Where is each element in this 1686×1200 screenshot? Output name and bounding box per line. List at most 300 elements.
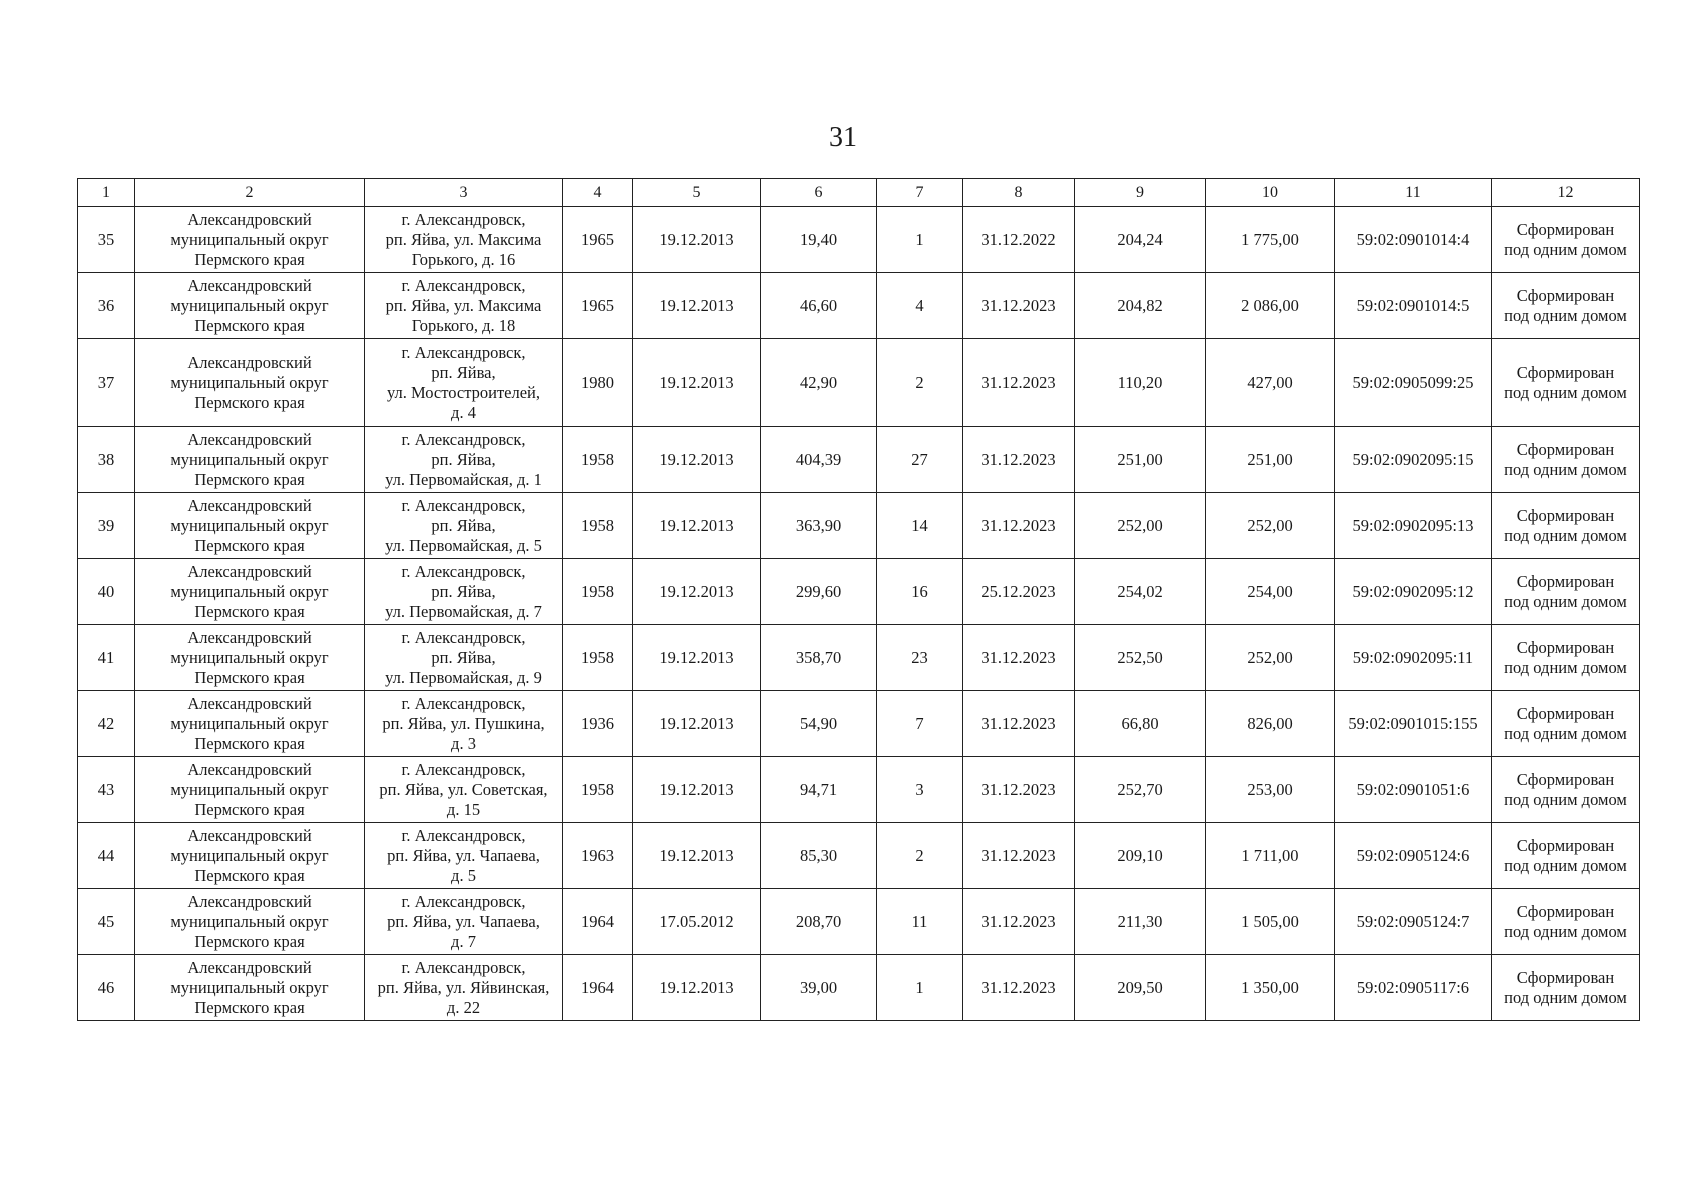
cell-num <box>78 559 135 625</box>
cell-cadastral <box>1335 493 1492 559</box>
cell-date2 <box>963 625 1075 691</box>
cell-status <box>1492 823 1640 889</box>
cell-area <box>761 757 877 823</box>
cell-owner <box>135 757 365 823</box>
cell-text: 43 <box>97 779 115 799</box>
cell-text: 19.12.2013 <box>659 515 734 535</box>
cell-cadastral <box>1335 427 1492 493</box>
cell-text: 1 505,00 <box>1241 911 1299 931</box>
cell-text: 7 <box>915 713 924 733</box>
cell-text: 1 <box>915 977 924 997</box>
cell-text: 46,60 <box>799 295 838 315</box>
cell-value1 <box>1075 823 1206 889</box>
cell-status <box>1492 889 1640 955</box>
cell-text: 25.12.2023 <box>981 581 1056 601</box>
cell-text: 2 <box>915 372 924 392</box>
cell-text: г. Александровск, рп. Яйва, ул. Советская, д. 15 <box>379 759 548 819</box>
cell-text: 2 <box>915 845 924 865</box>
cell-owner <box>135 559 365 625</box>
cell-text: Александровский муниципальный округ Пермского края <box>170 891 329 951</box>
cell-date <box>633 955 761 1021</box>
cell-value2 <box>1206 559 1335 625</box>
cell-text: 39 <box>97 515 115 535</box>
cell-address <box>365 427 563 493</box>
cell-area <box>761 955 877 1021</box>
cell-text: Сформирован под одним домом <box>1504 505 1627 545</box>
table-row <box>78 889 1640 955</box>
cell-date2 <box>963 493 1075 559</box>
cell-text: г. Александровск, рп. Яйва, ул. Чапаева, д. 5 <box>387 825 540 885</box>
cell-year <box>563 823 633 889</box>
cell-area <box>761 559 877 625</box>
cell-text: 19.12.2013 <box>659 581 734 601</box>
cell-year <box>563 955 633 1021</box>
header-cell-12: 12 <box>1492 179 1640 207</box>
cell-address <box>365 889 563 955</box>
cell-count <box>877 823 963 889</box>
cell-text: 59:02:0902095:15 <box>1352 449 1474 469</box>
cell-cadastral <box>1335 207 1492 273</box>
cell-text: 363,90 <box>795 515 842 535</box>
cell-text: Сформирован под одним домом <box>1504 285 1627 325</box>
cell-date2 <box>963 757 1075 823</box>
cell-value2 <box>1206 757 1335 823</box>
cell-text: 1965 <box>581 295 614 315</box>
cell-cadastral <box>1335 625 1492 691</box>
cell-text: 252,70 <box>1117 779 1163 799</box>
cell-text: 19.12.2013 <box>659 372 734 392</box>
cell-num <box>78 625 135 691</box>
cell-text: 1 350,00 <box>1241 977 1299 997</box>
cell-text: 254,02 <box>1117 581 1163 601</box>
cell-year <box>563 493 633 559</box>
cell-value2 <box>1206 625 1335 691</box>
cell-count <box>877 427 963 493</box>
cell-text: Александровский муниципальный округ Пермского края <box>170 561 329 621</box>
cell-count <box>877 757 963 823</box>
header-cell-1: 1 <box>78 179 135 207</box>
cell-num <box>78 691 135 757</box>
cell-text: 252,00 <box>1247 515 1293 535</box>
cell-area <box>761 339 877 427</box>
cell-year <box>563 273 633 339</box>
cell-text: 1963 <box>581 845 614 865</box>
cell-area <box>761 625 877 691</box>
cell-text: г. Александровск, рп. Яйва, ул. Первомайская, д. 1 <box>385 429 542 489</box>
cell-address <box>365 559 563 625</box>
cell-text: 27 <box>911 449 928 469</box>
cell-value2 <box>1206 493 1335 559</box>
cell-text: 252,00 <box>1117 515 1163 535</box>
cell-value1 <box>1075 889 1206 955</box>
cell-status <box>1492 757 1640 823</box>
cell-text: 1980 <box>581 372 614 392</box>
cell-owner <box>135 273 365 339</box>
cell-owner <box>135 207 365 273</box>
cell-count <box>877 889 963 955</box>
cell-cadastral <box>1335 691 1492 757</box>
cell-status <box>1492 207 1640 273</box>
cell-cadastral <box>1335 955 1492 1021</box>
cell-value1 <box>1075 339 1206 427</box>
cell-date <box>633 559 761 625</box>
cell-text: 59:02:0901051:6 <box>1356 779 1470 799</box>
cell-text: 59:02:0905117:6 <box>1356 977 1470 997</box>
cell-text: 19.12.2013 <box>659 713 734 733</box>
cell-text: 204,82 <box>1117 295 1163 315</box>
cell-text: 41 <box>97 647 115 667</box>
cell-cadastral <box>1335 889 1492 955</box>
cell-address <box>365 339 563 427</box>
cell-area <box>761 493 877 559</box>
cell-num <box>78 889 135 955</box>
cell-text: 45 <box>97 911 115 931</box>
cell-text: Сформирован под одним домом <box>1504 769 1627 809</box>
cell-status <box>1492 339 1640 427</box>
cell-num <box>78 955 135 1021</box>
header-row <box>78 179 1640 207</box>
header-cell-8: 8 <box>963 179 1075 207</box>
cell-num <box>78 427 135 493</box>
cell-area <box>761 889 877 955</box>
cell-text: 208,70 <box>795 911 842 931</box>
cell-address <box>365 955 563 1021</box>
cell-owner <box>135 691 365 757</box>
cell-text: 59:02:0901014:5 <box>1356 295 1470 315</box>
cell-text: г. Александровск, рп. Яйва, ул. Максима Горького, д. 18 <box>385 275 542 335</box>
cell-date <box>633 493 761 559</box>
cell-cadastral <box>1335 339 1492 427</box>
cell-text: Александровский муниципальный округ Пермского края <box>170 209 329 269</box>
cell-text: Александровский муниципальный округ Пермского края <box>170 759 329 819</box>
cell-text: Сформирован под одним домом <box>1504 901 1627 941</box>
cell-year <box>563 559 633 625</box>
cell-text: Александровский муниципальный округ Пермского края <box>170 352 329 412</box>
cell-cadastral <box>1335 559 1492 625</box>
cell-year <box>563 207 633 273</box>
cell-text: г. Александровск, рп. Яйва, ул. Первомайская, д. 9 <box>385 627 542 687</box>
cell-text: 31.12.2023 <box>981 449 1056 469</box>
cell-count <box>877 273 963 339</box>
cell-value2 <box>1206 207 1335 273</box>
cell-owner <box>135 823 365 889</box>
cell-text: 35 <box>97 229 115 249</box>
cell-text: 19.12.2013 <box>659 229 734 249</box>
cell-text: 31.12.2023 <box>981 845 1056 865</box>
cell-text: Сформирован под одним домом <box>1504 439 1627 479</box>
cell-text: 1936 <box>581 713 614 733</box>
cell-text: 14 <box>911 515 928 535</box>
table-row <box>78 559 1640 625</box>
cell-text: 31.12.2023 <box>981 372 1056 392</box>
cell-count <box>877 207 963 273</box>
cell-text: Александровский муниципальный округ Пермского края <box>170 275 329 335</box>
cell-text: 2 086,00 <box>1241 295 1299 315</box>
cell-owner <box>135 493 365 559</box>
cell-text: 37 <box>97 372 115 392</box>
cell-count <box>877 955 963 1021</box>
cell-text: Сформирован под одним домом <box>1504 362 1627 402</box>
cell-text: 209,10 <box>1117 845 1163 865</box>
cell-owner <box>135 889 365 955</box>
cell-cadastral <box>1335 823 1492 889</box>
cell-cadastral <box>1335 757 1492 823</box>
header-cell-4: 4 <box>563 179 633 207</box>
table-row <box>78 757 1640 823</box>
table-row <box>78 625 1640 691</box>
table-row <box>78 273 1640 339</box>
cell-date <box>633 691 761 757</box>
cell-text: 1958 <box>581 779 614 799</box>
cell-text: 19,40 <box>799 229 838 249</box>
cell-text: 59:02:0902095:13 <box>1352 515 1474 535</box>
header-cell-7: 7 <box>877 179 963 207</box>
cell-text: г. Александровск, рп. Яйва, ул. Мостостроителей, д. 4 <box>386 342 541 422</box>
cell-text: 251,00 <box>1247 449 1293 469</box>
cell-text: Сформирован под одним домом <box>1504 637 1627 677</box>
cell-address <box>365 625 563 691</box>
cell-value2 <box>1206 889 1335 955</box>
cell-value1 <box>1075 493 1206 559</box>
cell-text: 1958 <box>581 647 614 667</box>
cell-owner <box>135 427 365 493</box>
cell-count <box>877 625 963 691</box>
cell-text: 59:02:0901015:155 <box>1348 713 1478 733</box>
cell-value1 <box>1075 207 1206 273</box>
cell-text: 39,00 <box>799 977 838 997</box>
cell-year <box>563 339 633 427</box>
cell-text: 44 <box>97 845 115 865</box>
cell-num <box>78 757 135 823</box>
cell-date <box>633 339 761 427</box>
cell-owner <box>135 625 365 691</box>
cell-num <box>78 339 135 427</box>
cell-text: 253,00 <box>1247 779 1293 799</box>
cell-text: 46 <box>97 977 115 997</box>
cell-text: 252,50 <box>1117 647 1163 667</box>
cell-text: г. Александровск, рп. Яйва, ул. Первомайская, д. 7 <box>385 561 542 621</box>
cell-year <box>563 625 633 691</box>
cell-text: Александровский муниципальный округ Пермского края <box>170 825 329 885</box>
cell-text: г. Александровск, рп. Яйва, ул. Первомайская, д. 5 <box>385 495 542 555</box>
cell-text: 1 711,00 <box>1241 845 1299 865</box>
cell-text: 427,00 <box>1247 372 1293 392</box>
cell-text: Александровский муниципальный округ Пермского края <box>170 693 329 753</box>
cell-text: 254,00 <box>1247 581 1293 601</box>
cell-text: 23 <box>911 647 928 667</box>
cell-value2 <box>1206 691 1335 757</box>
cell-text: 31.12.2023 <box>981 295 1056 315</box>
cell-date2 <box>963 889 1075 955</box>
cell-text: 31.12.2022 <box>981 229 1056 249</box>
cell-address <box>365 823 563 889</box>
cell-value2 <box>1206 955 1335 1021</box>
cell-text: 204,24 <box>1117 229 1163 249</box>
cell-text: 42 <box>97 713 115 733</box>
cell-text: 19.12.2013 <box>659 295 734 315</box>
cell-text: 252,00 <box>1247 647 1293 667</box>
cell-text: 31.12.2023 <box>981 713 1056 733</box>
cell-area <box>761 427 877 493</box>
cell-date2 <box>963 955 1075 1021</box>
cell-text: 1 775,00 <box>1241 229 1299 249</box>
cell-text: 59:02:0905124:6 <box>1356 845 1470 865</box>
cell-text: 1964 <box>581 977 614 997</box>
cell-count <box>877 339 963 427</box>
cell-cadastral <box>1335 273 1492 339</box>
cell-address <box>365 493 563 559</box>
cell-text: Сформирован под одним домом <box>1504 967 1627 1007</box>
cell-area <box>761 273 877 339</box>
cell-year <box>563 427 633 493</box>
cell-text: 16 <box>911 581 928 601</box>
cell-date2 <box>963 559 1075 625</box>
header-cell-11: 11 <box>1335 179 1492 207</box>
cell-status <box>1492 273 1640 339</box>
table-row <box>78 691 1640 757</box>
cell-text: 1958 <box>581 515 614 535</box>
table-row <box>78 207 1640 273</box>
cell-date <box>633 889 761 955</box>
cell-area <box>761 823 877 889</box>
cell-text: 17.05.2012 <box>659 911 734 931</box>
cell-text: 66,80 <box>1121 713 1159 733</box>
cell-text: 211,30 <box>1117 911 1163 931</box>
cell-text: 19.12.2013 <box>659 779 734 799</box>
cell-date <box>633 427 761 493</box>
cell-text: 59:02:0902095:11 <box>1352 647 1474 667</box>
cell-text: 251,00 <box>1117 449 1163 469</box>
cell-text: 31.12.2023 <box>981 779 1056 799</box>
cell-value2 <box>1206 339 1335 427</box>
cell-text: г. Александровск, рп. Яйва, ул. Чапаева, д. 7 <box>387 891 540 951</box>
cell-date <box>633 207 761 273</box>
cell-text: 85,30 <box>799 845 838 865</box>
header-cell-9: 9 <box>1075 179 1206 207</box>
table-row <box>78 339 1640 427</box>
cell-date2 <box>963 427 1075 493</box>
cell-date <box>633 757 761 823</box>
cell-value1 <box>1075 559 1206 625</box>
cell-area <box>761 691 877 757</box>
cell-text: 59:02:0902095:12 <box>1352 581 1474 601</box>
cell-count <box>877 493 963 559</box>
cell-owner <box>135 339 365 427</box>
header-cell-3: 3 <box>365 179 563 207</box>
cell-date <box>633 273 761 339</box>
cell-text: 42,90 <box>799 372 838 392</box>
cell-text: 1958 <box>581 581 614 601</box>
cell-status <box>1492 559 1640 625</box>
cell-status <box>1492 955 1640 1021</box>
cell-value1 <box>1075 625 1206 691</box>
cell-text: г. Александровск, рп. Яйва, ул. Пушкина, д. 3 <box>382 693 545 753</box>
cell-text: г. Александровск, рп. Яйва, ул. Яйвинская, д. 22 <box>377 957 550 1017</box>
cell-text: 3 <box>915 779 924 799</box>
cell-text: 1965 <box>581 229 614 249</box>
cell-year <box>563 757 633 823</box>
cell-value1 <box>1075 955 1206 1021</box>
cell-num <box>78 493 135 559</box>
cell-text: 826,00 <box>1247 713 1293 733</box>
cell-text: г. Александровск, рп. Яйва, ул. Максима Горького, д. 16 <box>385 209 542 269</box>
cell-num <box>78 207 135 273</box>
header-cell-5: 5 <box>633 179 761 207</box>
cell-count <box>877 559 963 625</box>
cell-area <box>761 207 877 273</box>
cell-value2 <box>1206 823 1335 889</box>
cell-num <box>78 823 135 889</box>
cell-value1 <box>1075 427 1206 493</box>
cell-year <box>563 889 633 955</box>
registry-table <box>77 178 1640 1021</box>
cell-status <box>1492 691 1640 757</box>
cell-text: 54,90 <box>799 713 838 733</box>
cell-address <box>365 691 563 757</box>
cell-count <box>877 691 963 757</box>
cell-text: 94,71 <box>799 779 838 799</box>
cell-value2 <box>1206 273 1335 339</box>
header-cell-6: 6 <box>761 179 877 207</box>
cell-text: Александровский муниципальный округ Пермского края <box>170 957 329 1017</box>
cell-value1 <box>1075 273 1206 339</box>
cell-text: Александровский муниципальный округ Пермского края <box>170 627 329 687</box>
cell-text: 36 <box>97 295 115 315</box>
cell-text: 31.12.2023 <box>981 515 1056 535</box>
cell-address <box>365 207 563 273</box>
cell-status <box>1492 427 1640 493</box>
cell-text: 59:02:0905124:7 <box>1356 911 1470 931</box>
page-number: 31 <box>829 122 857 153</box>
cell-status <box>1492 493 1640 559</box>
cell-text: Сформирован под одним домом <box>1504 835 1627 875</box>
cell-text: 299,60 <box>795 581 842 601</box>
cell-text: 19.12.2013 <box>659 449 734 469</box>
cell-value2 <box>1206 427 1335 493</box>
cell-num <box>78 273 135 339</box>
cell-date <box>633 625 761 691</box>
cell-address <box>365 757 563 823</box>
cell-text: Сформирован под одним домом <box>1504 571 1627 611</box>
cell-text: 19.12.2013 <box>659 845 734 865</box>
table-row <box>78 823 1640 889</box>
cell-text: 59:02:0901014:4 <box>1356 229 1470 249</box>
cell-text: 19.12.2013 <box>659 647 734 667</box>
cell-text: Сформирован под одним домом <box>1504 219 1627 259</box>
cell-text: 404,39 <box>795 449 842 469</box>
cell-text: Сформирован под одним домом <box>1504 703 1627 743</box>
table-row <box>78 493 1640 559</box>
cell-date2 <box>963 339 1075 427</box>
table-body <box>78 207 1640 1021</box>
cell-text: 11 <box>911 911 928 931</box>
cell-text: 19.12.2013 <box>659 977 734 997</box>
cell-text: 1964 <box>581 911 614 931</box>
cell-date2 <box>963 691 1075 757</box>
cell-value1 <box>1075 757 1206 823</box>
cell-text: 31.12.2023 <box>981 911 1056 931</box>
header-cell-10: 10 <box>1206 179 1335 207</box>
cell-text: 358,70 <box>795 647 842 667</box>
cell-text: 40 <box>97 581 115 601</box>
cell-text: 1958 <box>581 449 614 469</box>
cell-date <box>633 823 761 889</box>
cell-address <box>365 273 563 339</box>
cell-text: 209,50 <box>1117 977 1163 997</box>
cell-text: Александровский муниципальный округ Пермского края <box>170 495 329 555</box>
cell-text: 4 <box>915 295 924 315</box>
table-row <box>78 427 1640 493</box>
